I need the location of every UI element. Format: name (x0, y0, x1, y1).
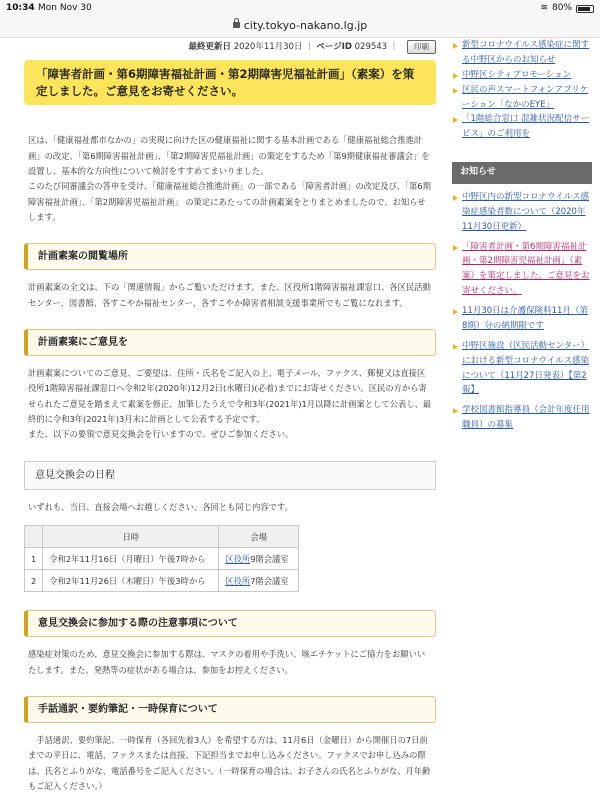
sidebar-link-item (452, 68, 592, 83)
news-list (452, 190, 592, 433)
pageid-value: 029543 (354, 42, 388, 52)
list-item (452, 339, 592, 399)
wifi-icon: ≋ (540, 3, 548, 13)
opinion-paragraph-2: また、以下の要領で意見交換会を行いますので、ぜひご参加ください。 (28, 429, 294, 440)
row-date: 令和2年11月16日（月曜日）午後7時から (43, 548, 219, 570)
page-meta: 最終更新日 2020年11月30日 ｜ ページID 029543 ｜ 印刷 (24, 38, 436, 56)
news-link[interactable]: 中野区施設（区民活動センター）における新型コロナウイルス感染について（11月27日発表）【第2報】 (462, 340, 590, 396)
viewing-text: 計画素案の全文は、下の「関連情報」からご覧いただけます。また、区役所1階障害福祉課窓口、各区民活動センター、図書館、各すこやか福祉センター、各すこやか障害者相談支援事業所でもご覧になれます。 (28, 282, 431, 308)
intro-paragraph-1: 区は、「健康福祉都市なかの」の実現に向けた区の健康福祉に関する基本計画である「健康福祉総合推進計画」の改定、「第6期障害福祉計画」、「第2期障害児福祉計画」の策定をするため「第9期健康福祉審議会」を設置し、基本的な方向性について検討をすすめてまいりました。 (28, 135, 430, 177)
table-row (25, 570, 299, 592)
status-bar (0, 0, 600, 14)
address-bar[interactable] (0, 14, 600, 38)
sidebar-links (452, 38, 592, 142)
news-link-current[interactable]: 「障害者計画・第6期障害福祉計画・第2期障害児福祉計画」（素案）を策定しました。ご意見をお寄せください。 (462, 241, 590, 297)
row-venue (219, 548, 299, 570)
main-content (24, 38, 436, 794)
support-text: 手話通訳、要約筆記、一時保育（各回先着3人）を希望する方は、11月6日（金曜日）から開催日の7日前までの平日に、電話、ファクスまたは直接、下記担当までお申し込みください。ファクスでお申し込みの際は、氏名とふりがな、電話番号をご記入ください。（一時保育の場合は、お子さんの氏名とふりがな、月年齢もご記入ください。） (28, 734, 431, 791)
notice-text: 感染症対策のため、意見交換会に参加する際は、マスクの着用や手洗い、咳エチケットにご協力をお願いいたします。また、発熱等の症状がある場合は、参加をお控えください。 (28, 649, 426, 675)
opinion-text (24, 366, 436, 443)
sidebar (452, 38, 592, 438)
sidebar-link-item (452, 83, 592, 113)
col-no (25, 526, 43, 548)
battery-percent: 80% (551, 3, 572, 13)
heading-support: 手話通訳・要約筆記・一時保育について (24, 696, 436, 723)
table-header-row (25, 526, 299, 548)
heading-viewing: 計画素案の閲覧場所 (24, 243, 436, 270)
page-title: 「障害者計画・第6期障害福祉計画・第2期障害児福祉計画」（素案）を策定しました。ご意見をお寄せください。 (24, 60, 436, 105)
schedule-note: いずれも、当日、直接会場へお越しください。各回とも同じ内容です。 (28, 501, 293, 512)
updated-label: 最終更新日 (188, 42, 231, 52)
list-item (452, 190, 592, 235)
row-date: 令和2年11月26日（木曜日）午後3時から (43, 570, 219, 592)
sidebar-link-item (452, 112, 592, 142)
venue-room: 9階会議室 (250, 553, 289, 564)
intro-text (24, 133, 436, 225)
list-item (452, 240, 592, 300)
url-text: city.tokyo-nakano.lg.jp (243, 19, 368, 32)
list-item (452, 403, 592, 433)
news-link[interactable]: 学校図書館指導員（会計年度任用職員）の募集 (462, 405, 590, 431)
sidebar-link-promotion[interactable]: 中野区シティプロモーション (462, 69, 572, 80)
status-date: Mon Nov 30 (38, 3, 92, 13)
battery-icon (576, 5, 594, 13)
venue-link[interactable]: 区役所 (225, 575, 251, 586)
print-button[interactable]: 印刷 (407, 40, 436, 54)
pageid-label: ページID (316, 42, 352, 52)
sidebar-link-congestion[interactable]: 「1階総合窓口 混雑状況配信サービス」のご利用を (462, 114, 590, 140)
list-item (452, 304, 592, 334)
row-no: 1 (25, 548, 43, 570)
status-time: 10:34 (6, 3, 35, 13)
lock-icon (233, 22, 240, 28)
row-no: 2 (25, 570, 43, 592)
venue-room: 7階会議室 (250, 575, 289, 586)
heading-schedule: 意見交換会の日程 (24, 461, 436, 490)
col-date: 日時 (43, 526, 219, 548)
url-display[interactable] (0, 17, 600, 36)
sidebar-link-nakano-eye[interactable]: 区民の声スマートフォンアプリケーション「なかのEYE」 (462, 84, 589, 110)
news-link[interactable]: 中野区内の新型コロナウイルス感染症感染者数について（2020年11月30日更新） (462, 191, 589, 232)
heading-opinion: 計画素案にご意見を (24, 329, 436, 356)
table-row (25, 548, 299, 570)
news-link[interactable]: 11月30日は介護保険料11月（第8期）分の納期限です (462, 306, 588, 331)
venue-link[interactable]: 区役所 (225, 553, 251, 564)
heading-notice: 意見交換会に参加する際の注意事項について (24, 610, 436, 637)
sidebar-link-corona[interactable]: 新型コロナウイルス感染症に関する中野区からのお知らせ (462, 40, 589, 65)
opinion-paragraph-1: 計画素案についてのご意見、ご要望は、住所・氏名をご記入の上、電子メール、ファクス、郵便又は直接区役所1階障害福祉課窓口へ令和2年(2020年)12月2日(水曜日)(必着)までにお寄せください。区民の方から寄せられたご意見を踏まえて素案を修正、加筆したうえで令和3年(2021年)1月以降に計画案として公表し、最終的に令和3年(2021年)3月末に計画として公表する予定です。 (28, 368, 432, 425)
schedule-table (24, 525, 299, 592)
sidebar-link-item (452, 38, 592, 68)
news-heading: お知らせ (452, 162, 592, 184)
intro-paragraph-2: このたび同審議会の答申を受け、「健康福祉総合推進計画」の一部である「障害者計画」の改定及び、「第6期障害福祉計画」、「第2期障害児福祉計画」 の策定にあたっての計画素案をとりまとめましたので、お知らせします。 (28, 181, 431, 223)
col-venue: 会場 (219, 526, 299, 548)
row-venue (219, 570, 299, 592)
updated-value: 2020年11月30日 (233, 42, 303, 52)
